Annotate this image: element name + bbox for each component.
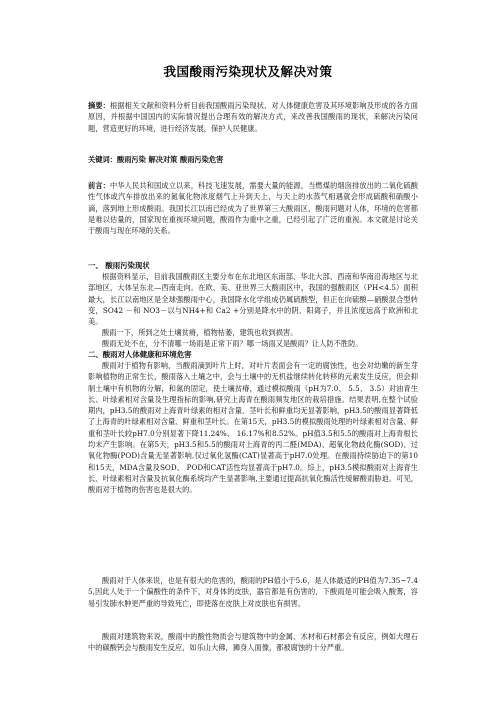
section2-paragraph-3: 酸雨对建筑物来说，酸雨中的酸性物质会与建筑物中的金属、木材和石材都会有反应，例如大理石中的碳酸钙会与酸雨发生反应，如乐山大佛，狮身人面像，都被腐蚀的十分严重。 xyxy=(88,632,418,653)
page-title: 我国酸雨污染现状及解决对策 xyxy=(163,64,333,79)
section1-heading: 一、 酸雨污染现状 xyxy=(88,261,150,270)
section2-paragraph-1: 酸雨对于植物有影响，当酸雨滴到叶片上时，对叶片表面会有一定的腐蚀性，也会对幼嫩的新生芽影响植物的正常生长，酸雨落入土壤之中，会与土壤中的无机盐继续转化转移的元素发生反应，但会抑制土壤中有机物的分解，和氮的固定，使土壤贫瘠，通过模拟酸雨（pH为7.0、 5.5、 3.5）对油青生长、叶绿素相对含量及生理指标的影响,研究上海青在酸雨频发地区的栽培措施。结果表明,在整个试验期内，pH3.5的酸雨对上海青叶绿素的相对含量、茎叶长和鲜重均无显著影响，pH3.5的酸雨显著降低了上海青的叶绿素相对含量、鲜重和茎叶长。在第15天，pH3.5的模拟酸雨处理的叶绿素相对含量、鲜重和茎叶长较pH7.0分别显著下降11.24%、 16.17%和8.52%。pH值3.5和5.5的酸雨对上海青根长均未产生影响。在第5天，pH3.5和5.5的酸雨对上海青的丙二醛(MDA)、超氧化物歧化酶(SOD)、过氧化物酶(POD)含量无显著影响,仅过氧化氢酶(CAT)显著高于pH7.0处理。在酸雨持续胁迫下的第10和15天，MDA含量及SOD、 POD和CAT活性均显著高于pH7.0。综上，pH3.5模拟酸雨对上海青生长、叶绿素相对含量及抗氧化酶系统均产生显著影响,主要通过提高抗氧化酶活性缓解酸雨胁迫。可见，酸雨对于植物的伤害也是很大的。 xyxy=(88,361,418,495)
section1-paragraph-2: 酸雨一下，所到之处土壤贫瘠，植物枯萎，建筑也收到损害。 xyxy=(102,328,298,337)
keywords-paragraph xyxy=(88,154,418,165)
intro-label: 前言： xyxy=(88,181,111,190)
section1-paragraph-3: 酸雨无处不在，分不清哪一场雨是正常下雨？哪一场雨又是酸雨？让人防不胜防。 xyxy=(102,339,363,348)
section2-heading: 二、酸雨对人体健康和环境危害 xyxy=(88,350,192,359)
intro-paragraph xyxy=(88,180,418,236)
section1-paragraph-1: 根据资料显示，目前我国酸雨区主要分布在东北地区东南部、华北大部、西南和华南沿海地区与北部地区，大体呈东北—西南走向。在欧、美、亚世界三大酸雨区中，我国的强酸雨区（PH<4.5）面积最大，长江以南地区是全球强酸雨中心，我国降水化学组成仍属硫酸型，但正在向硫酸—硝酸混合型转变，SO42 －和 NO3－以与NH4+和 Ca2 +分别是降水中的阴、阳离子，并且浓度远高于欧洲和北美。 xyxy=(88,272,418,327)
abstract-text: 根据相关文献和资料分析目前我国酸雨污染现状、对人体健康危害及其环境影响及形成的各方面原因，并根据中国国内的实际情况提出合理有效的解决方式，来改善我国酸雨的现状，来解决污染问题，营造更好的环境，进行经济发展，保护人民健康。 xyxy=(88,101,418,133)
abstract-label: 摘要： xyxy=(88,101,111,110)
keywords-text: 酸雨污染 解决对策 酸雨污染危害 xyxy=(116,155,224,164)
section2-paragraph-2: 酸雨对于人体来说，也是有很大的危害的，酸雨的PH值小于5.6，是人体最适的PH值为7.35~7.45,因此人处于一个偏酸性的条件下，对身体的皮肤，器官都是有伤害的，下酸雨是可能会吸入酸雾，容易引发肺水肿更严重的导致死亡，即使落在皮肤上对皮肤也有损害。 xyxy=(88,576,418,608)
intro-text: 中华人民共和国成立以来，科技飞速发展，需要大量的能源，当燃煤的烟囱排放出的二氧化硫酸性气体或汽车排放出来的氮氧化物浓度烟气上升到天上，与天上的水蒸气相遇就会形成硫酸和硝酸小滴，落到地上形成酸雨。我国长江以南已经成为了世界第三大酸雨区，酸雨问题对人体，环境的危害都是难以估量的，国家现在重视环境问题，酸雨作为重中之重，已经引起了广泛的重视。本文就是讨论关于酸雨与现在环境的关系。 xyxy=(88,181,418,236)
abstract-paragraph xyxy=(88,100,418,134)
keywords-label: 关键词： xyxy=(88,155,117,164)
